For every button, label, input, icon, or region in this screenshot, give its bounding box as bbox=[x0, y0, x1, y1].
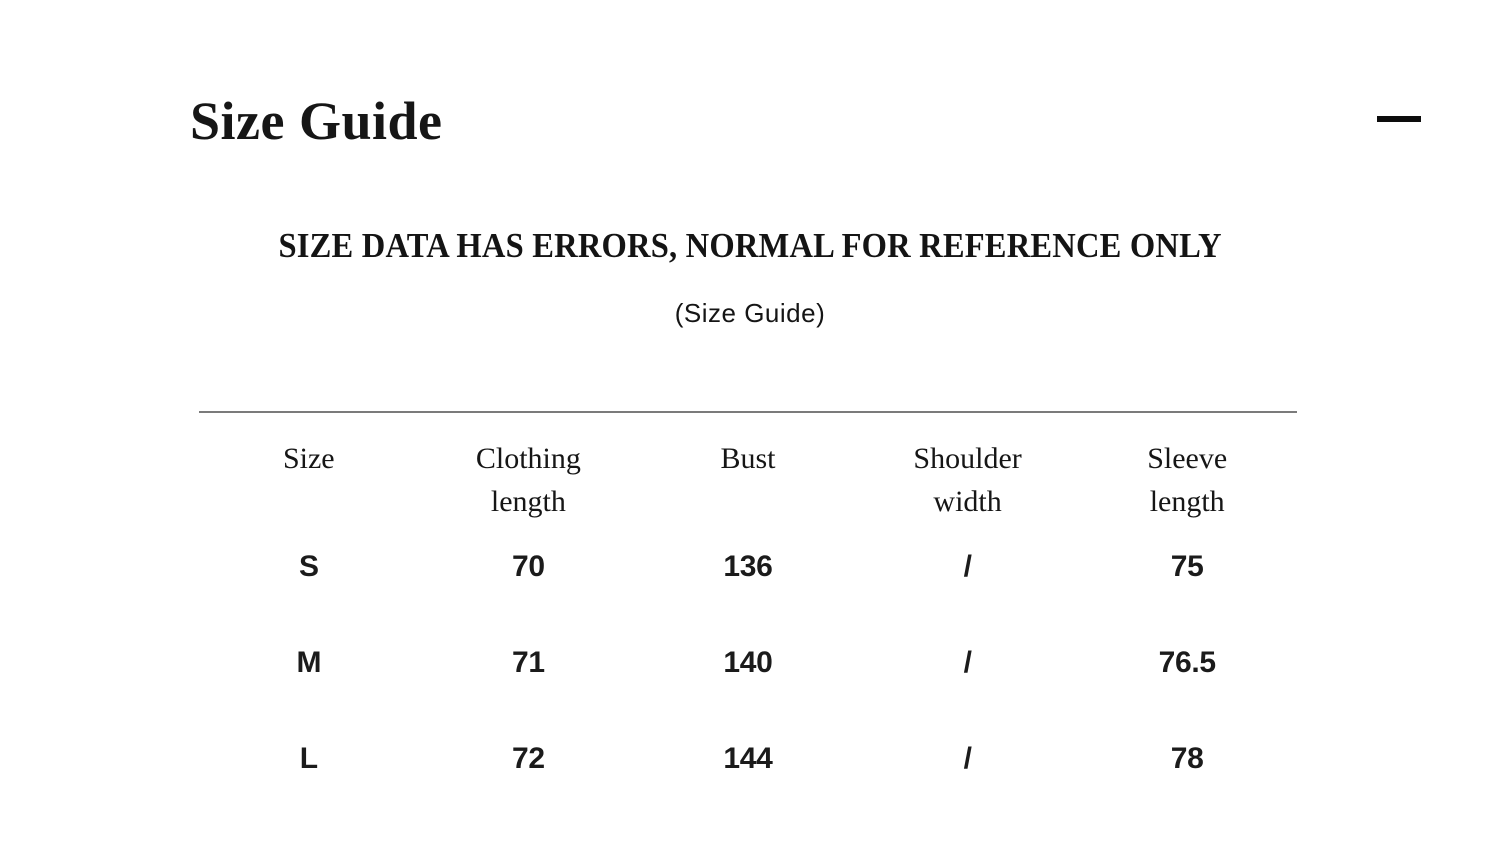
cell-clothing-length: 71 bbox=[512, 646, 545, 679]
cell-sleeve-length: 75 bbox=[1170, 550, 1204, 583]
cell-sleeve-length: 76.5 bbox=[1158, 646, 1216, 679]
cell-clothing-length: 72 bbox=[512, 742, 545, 775]
collapse-button[interactable] bbox=[1369, 104, 1429, 134]
size-table-header bbox=[199, 413, 1297, 523]
cell-bust: 136 bbox=[723, 550, 773, 583]
size-guide-note: (Size Guide) bbox=[674, 298, 826, 328]
cell-clothing-length: 70 bbox=[512, 550, 545, 583]
cell-bust: 144 bbox=[723, 742, 773, 775]
cell-shoulder-width: / bbox=[963, 742, 972, 775]
cell-size: M bbox=[296, 646, 322, 679]
column-header-sleeve-length: Sleeve length bbox=[1147, 442, 1228, 518]
page-title: Size Guide bbox=[190, 91, 443, 151]
column-header-shoulder-width: Shoulder width bbox=[913, 442, 1022, 518]
size-table-body bbox=[199, 519, 1297, 807]
cell-bust: 140 bbox=[723, 646, 773, 679]
table-row-l bbox=[199, 711, 1297, 807]
column-header-clothing-length: Clothing length bbox=[475, 442, 581, 518]
table-row-s bbox=[199, 519, 1297, 615]
cell-size: S bbox=[298, 550, 319, 583]
table-row-m bbox=[199, 615, 1297, 711]
cell-sleeve-length: 78 bbox=[1170, 742, 1204, 775]
size-warning-text: SIZE DATA HAS ERRORS, NORMAL FOR REFERENCE ONLY bbox=[278, 226, 1222, 265]
column-header-bust: Bust bbox=[720, 442, 776, 475]
cell-shoulder-width: / bbox=[963, 550, 972, 583]
cell-shoulder-width: / bbox=[963, 646, 972, 679]
note-row bbox=[0, 298, 1500, 329]
warning-row bbox=[0, 226, 1500, 266]
column-header-size: Size bbox=[282, 442, 335, 475]
size-table bbox=[199, 411, 1297, 807]
cell-size: L bbox=[299, 742, 318, 775]
minus-icon bbox=[1377, 116, 1421, 122]
